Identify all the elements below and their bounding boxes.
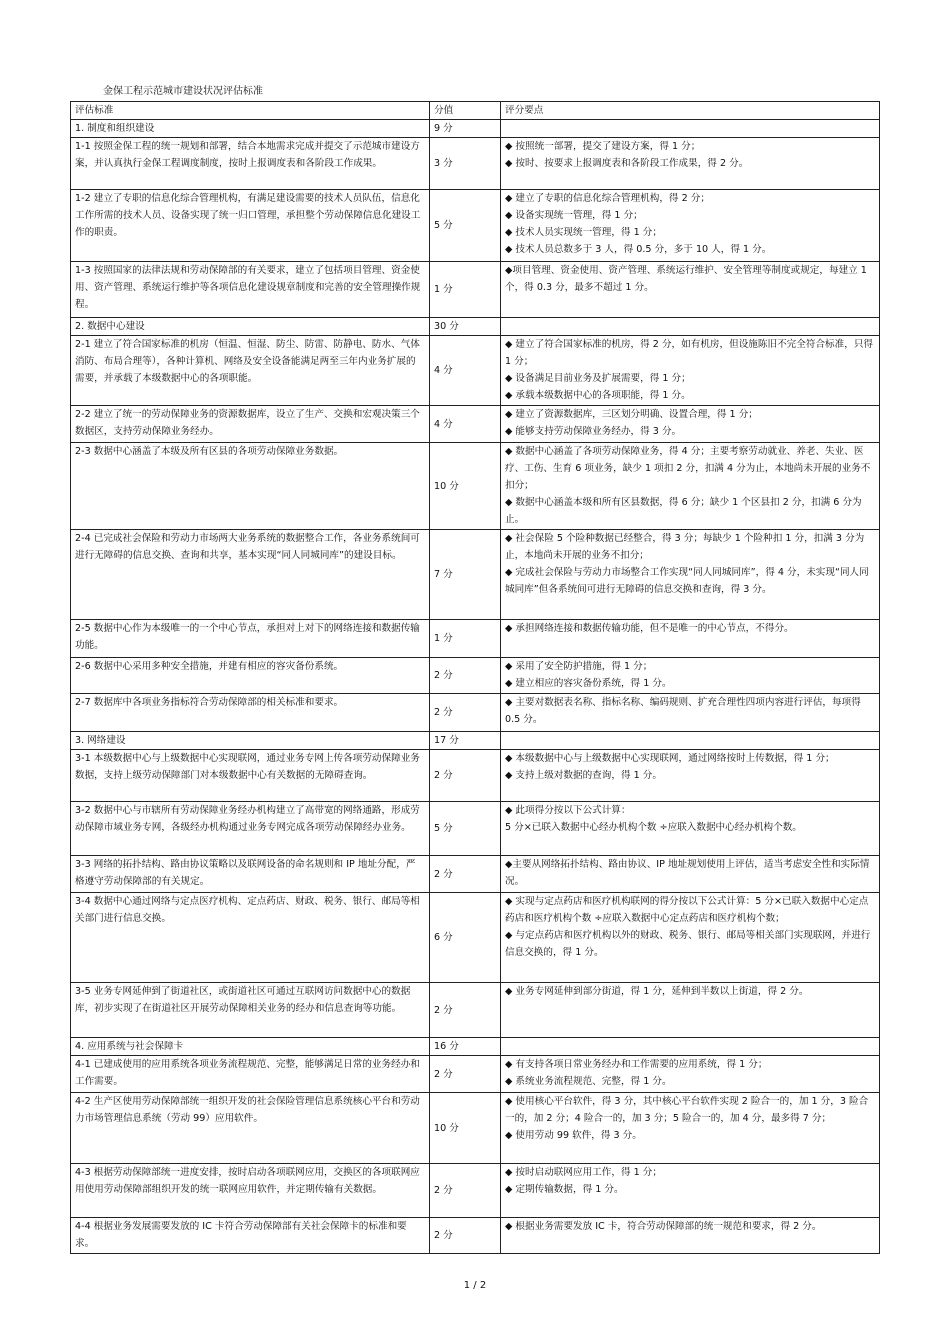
table-row	[71, 1164, 880, 1218]
points-cell	[501, 318, 880, 336]
points-cell	[501, 1164, 880, 1218]
scoring-point: ◆ 社会保险 5 个险种数据已经整合，得 3 分；每缺少 1 个险种扣 1 分，扣满 3 分为止，本地尚未开展的业务不扣分；	[505, 533, 865, 561]
points-cell	[501, 620, 880, 658]
points-cell	[501, 750, 880, 802]
criterion-cell: 4-2 生产区使用劳动保障部统一组织开发的社会保险管理信息系统核心平台和劳动力市场管理信息系统（劳动 99）应用软件。	[71, 1093, 430, 1164]
scoring-point: ◆ 设备实现统一管理，得 1 分；	[505, 210, 643, 221]
scoring-point: ◆ 技术人员实现统一管理，得 1 分；	[505, 227, 662, 238]
scoring-point: ◆ 业务专网延伸到部分街道，得 1 分，延伸到半数以上街道，得 2 分。	[505, 986, 809, 997]
points-cell	[501, 190, 880, 262]
criterion-cell: 3-3 网络的拓扑结构、路由协议策略以及联网设备的命名规则和 IP 地址分配，严格遵守劳动保障部的有关规定。	[71, 856, 430, 893]
criterion-cell: 1-1 按照金保工程的统一规划和部署，结合本地需求完成并提交了示范城市建设方案，并认真执行金保工程调度制度，按时上报调度表和各阶段工作成果。	[71, 138, 430, 190]
criterion-cell: 4-3 根据劳动保障部统一进度安排，按时启动各项联网应用，交换区的各项联网应用使用劳动保障部组织开发的统一联网应用软件，并定期传输有关数据。	[71, 1164, 430, 1218]
points-cell	[501, 658, 880, 694]
table-row	[71, 138, 880, 190]
criterion-cell: 4. 应用系统与社会保障卡	[71, 1038, 430, 1056]
scoring-point: ◆ 使用核心平台软件，得 3 分，其中核心平台软件实现 2 险合一的，加 1 分，3 险合一的，加 2 分；4 险合一的，加 3 分；5 险合一的，加 4 分，最多得 7 分；	[505, 1096, 869, 1124]
table-row	[71, 983, 880, 1038]
table-row	[71, 750, 880, 802]
table-row	[71, 658, 880, 694]
criterion-cell: 1-2 建立了专职的信息化综合管理机构，有满足建设需要的技术人员队伍，信息化工作所需的技术人员、设备实现了统一归口管理，承担整个劳动保障信息化建设工作的职责。	[71, 190, 430, 262]
scoring-point: ◆ 系统业务流程规范、完整，得 1 分。	[505, 1076, 672, 1087]
criterion-cell: 3-5 业务专网延伸到了街道社区，或街道社区可通过互联网访问数据中心的数据库，初步实现了在街道社区开展劳动保障相关业务的经办和信息查询等功能。	[71, 983, 430, 1038]
points-cell	[501, 893, 880, 983]
scoring-point: ◆ 建立了专职的信息化综合管理机构，得 2 分；	[505, 193, 710, 204]
scoring-point: ◆ 完成社会保险与劳动力市场整合工作实现“同人同城同库”，得 4 分，未实现“同人同城同库”但各系统间可进行无障碍的信息交换和查询，得 3 分。	[505, 567, 869, 595]
scoring-point: ◆主要从网络拓扑结构、路由协议、IP 地址规划使用上评估，适当考虑安全性和实际情况。	[505, 859, 870, 887]
criterion-cell: 2-7 数据库中各项业务指标符合劳动保障部的相关标准和要求。	[71, 694, 430, 732]
section-row	[71, 1038, 880, 1056]
scoring-point: ◆ 使用劳动 99 软件，得 3 分。	[505, 1130, 642, 1141]
criterion-cell: 3-1 本级数据中心与上级数据中心实现联网，通过业务专网上传各项劳动保障业务数据，支持上级劳动保障部门对本级数据中心有关数据的无障碍查询。	[71, 750, 430, 802]
table-row	[71, 190, 880, 262]
criterion-cell: 1. 制度和组织建设	[71, 120, 430, 138]
criterion-cell: 2. 数据中心建设	[71, 318, 430, 336]
score-cell: 10 分	[430, 443, 501, 530]
points-cell	[501, 443, 880, 530]
score-cell: 9 分	[430, 120, 501, 138]
scoring-point: ◆ 承担网络连接和数据传输功能，但不是唯一的中心节点，不得分。	[505, 623, 794, 634]
table-header-row	[71, 102, 880, 120]
criterion-cell: 2-2 建立了统一的劳动保障业务的资源数据库，设立了生产、交换和宏观决策三个数据区，支持劳动保障业务经办。	[71, 406, 430, 443]
score-cell: 4 分	[430, 406, 501, 443]
score-cell: 2 分	[430, 856, 501, 893]
table-row	[71, 530, 880, 620]
table-row	[71, 1056, 880, 1093]
points-cell	[501, 1093, 880, 1164]
score-cell: 1 分	[430, 620, 501, 658]
table-row	[71, 406, 880, 443]
scoring-point: ◆ 此项得分按以下公式计算：	[505, 805, 631, 816]
score-cell: 7 分	[430, 530, 501, 620]
score-cell: 2 分	[430, 658, 501, 694]
score-cell: 3 分	[430, 138, 501, 190]
scoring-point: ◆ 建立了符合国家标准的机房，得 2 分，如有机房，但设施陈旧不完全符合标准，只得 1 分；	[505, 339, 874, 367]
table-row	[71, 856, 880, 893]
section-row	[71, 732, 880, 750]
scoring-point: ◆项目管理、资金使用、资产管理、系统运行维护、安全管理等制度或规定，每建立 1 个，得 0.3 分，最多不超过 1 分。	[505, 265, 867, 293]
points-cell	[501, 1038, 880, 1056]
score-cell: 4 分	[430, 336, 501, 406]
column-header-criterion: 评估标准	[71, 102, 430, 120]
scoring-point: ◆ 有支持各项日常业务经办和工作需要的应用系统，得 1 分；	[505, 1059, 768, 1070]
table-row	[71, 336, 880, 406]
table-row	[71, 1093, 880, 1164]
scoring-point: ◆ 采用了安全防护措施，得 1 分；	[505, 661, 653, 672]
criterion-cell: 3-2 数据中心与市辖所有劳动保障业务经办机构建立了高带宽的网络通路，形成劳动保障市域业务专网，各级经办机构通过业务专网完成各项劳动保障经办业务。	[71, 802, 430, 856]
score-cell: 16 分	[430, 1038, 501, 1056]
table-row	[71, 443, 880, 530]
scoring-point: ◆ 数据中心涵盖了各项劳动保障业务，得 4 分；主要考察劳动就业、养老、失业、医疗、工伤、生育 6 项业务，缺少 1 项扣 2 分，扣满 4 分为止，本地尚未开展的业务不扣分；	[505, 446, 871, 491]
scoring-point: ◆ 能够支持劳动保障业务经办，得 3 分。	[505, 426, 682, 437]
score-cell: 2 分	[430, 1218, 501, 1254]
points-cell	[501, 120, 880, 138]
evaluation-table	[70, 101, 880, 1254]
scoring-point: ◆ 承载本级数据中心的各项职能，得 1 分。	[505, 390, 691, 401]
criterion-cell: 4-1 已建成使用的应用系统各项业务流程规范、完整，能够满足日常的业务经办和工作需要。	[71, 1056, 430, 1093]
points-cell	[501, 1218, 880, 1254]
score-cell: 2 分	[430, 983, 501, 1038]
criterion-cell: 4-4 根据业务发展需要发放的 IC 卡符合劳动保障部有关社会保障卡的标准和要求。	[71, 1218, 430, 1254]
score-cell: 2 分	[430, 750, 501, 802]
scoring-point: ◆ 设备满足目前业务及扩展需要，得 1 分；	[505, 373, 691, 384]
score-cell: 30 分	[430, 318, 501, 336]
table-row	[71, 262, 880, 318]
section-row	[71, 120, 880, 138]
score-cell: 6 分	[430, 893, 501, 983]
scoring-point: ◆ 支持上级对数据的查询，得 1 分。	[505, 770, 662, 781]
score-cell: 2 分	[430, 694, 501, 732]
scoring-point: 5 分×已联入数据中心经办机构个数 ÷应联入数据中心经办机构个数。	[505, 822, 802, 833]
score-cell: 10 分	[430, 1093, 501, 1164]
table-row	[71, 1218, 880, 1254]
scoring-point: ◆ 根据业务需要发放 IC 卡，符合劳动保障部的统一规范和要求，得 2 分。	[505, 1221, 822, 1232]
page-number: 1 / 2	[463, 1280, 487, 1291]
scoring-point: ◆ 建立了资源数据库，三区划分明确、设置合理，得 1 分；	[505, 409, 758, 420]
scoring-point: ◆ 与定点药店和医疗机构以外的财政、税务、银行、邮局等相关部门实现联网，并进行信息交换的，得 1 分。	[505, 930, 871, 958]
table-row	[71, 802, 880, 856]
criterion-cell: 2-4 已完成社会保险和劳动力市场两大业务系统的数据整合工作，各业务系统间可进行无障碍的信息交换、查询和共享，基本实现“同人同城同库”的建设目标。	[71, 530, 430, 620]
points-cell	[501, 1056, 880, 1093]
points-cell	[501, 856, 880, 893]
points-cell	[501, 138, 880, 190]
column-header-points: 评分要点	[501, 102, 880, 120]
points-cell	[501, 336, 880, 406]
score-cell: 17 分	[430, 732, 501, 750]
points-cell	[501, 802, 880, 856]
scoring-point: ◆ 按时启动联网应用工作，得 1 分；	[505, 1167, 662, 1178]
document-title: 金保工程示范城市建设状况评估标准	[103, 86, 263, 97]
criterion-cell: 2-5 数据中心作为本级唯一的一个中心节点，承担对上对下的网络连接和数据传输功能。	[71, 620, 430, 658]
criterion-cell: 2-6 数据中心采用多种安全措施，并建有相应的容灾备份系统。	[71, 658, 430, 694]
criterion-cell: 2-3 数据中心涵盖了本级及所有区县的各项劳动保障业务数据。	[71, 443, 430, 530]
scoring-point: ◆ 数据中心涵盖本级和所有区县数据，得 6 分；缺少 1 个区县扣 2 分，扣满 6 分为止。	[505, 497, 862, 525]
criterion-cell: 1-3 按照国家的法律法规和劳动保障部的有关要求，建立了包括项目管理、资金使用、资产管理、系统运行维护等各项信息化建设规章制度和完善的安全管理操作规程。	[71, 262, 430, 318]
scoring-point: ◆ 建立相应的容灾备份系统，得 1 分。	[505, 678, 672, 689]
scoring-point: ◆ 本级数据中心与上级数据中心实现联网，通过网络按时上传数据，得 1 分；	[505, 753, 835, 764]
table-row	[71, 620, 880, 658]
score-cell: 2 分	[430, 1164, 501, 1218]
points-cell	[501, 406, 880, 443]
points-cell	[501, 732, 880, 750]
scoring-point: ◆ 按时、按要求上报调度表和各阶段工作成果，得 2 分。	[505, 158, 749, 169]
scoring-point: ◆ 技术人员总数多于 3 人，得 0.5 分，多于 10 人，得 1 分。	[505, 244, 772, 255]
table-row	[71, 694, 880, 732]
points-cell	[501, 694, 880, 732]
points-cell	[501, 530, 880, 620]
score-cell: 5 分	[430, 190, 501, 262]
scoring-point: ◆ 定期传输数据，得 1 分。	[505, 1184, 624, 1195]
score-cell: 2 分	[430, 1056, 501, 1093]
scoring-point: ◆ 主要对数据表名称、指标名称、编码规则、扩充合理性四项内容进行评估，每项得 0.5 分。	[505, 697, 861, 725]
score-cell: 5 分	[430, 802, 501, 856]
points-cell	[501, 262, 880, 318]
score-cell: 1 分	[430, 262, 501, 318]
criterion-cell: 3-4 数据中心通过网络与定点医疗机构、定点药店、财政、税务、银行、邮局等相关部门进行信息交换。	[71, 893, 430, 983]
criterion-cell: 2-1 建立了符合国家标准的机房（恒温、恒湿、防尘、防雷、防静电、防水、气体消防、布局合理等），各种计算机、网络及安全设备能满足两至三年内业务扩展的需要，并承载了本级数据中心的各项职能。	[71, 336, 430, 406]
column-header-score: 分值	[430, 102, 501, 120]
table-row	[71, 893, 880, 983]
scoring-point: ◆ 按照统一部署，提交了建设方案，得 1 分；	[505, 141, 701, 152]
criterion-cell: 3. 网络建设	[71, 732, 430, 750]
section-row	[71, 318, 880, 336]
scoring-point: ◆ 实现与定点药店和医疗机构联网的得分按以下公式计算：5 分×已联入数据中心定点药店和医疗机构个数 ÷应联入数据中心定点药店和医疗机构个数；	[505, 896, 869, 924]
points-cell	[501, 983, 880, 1038]
